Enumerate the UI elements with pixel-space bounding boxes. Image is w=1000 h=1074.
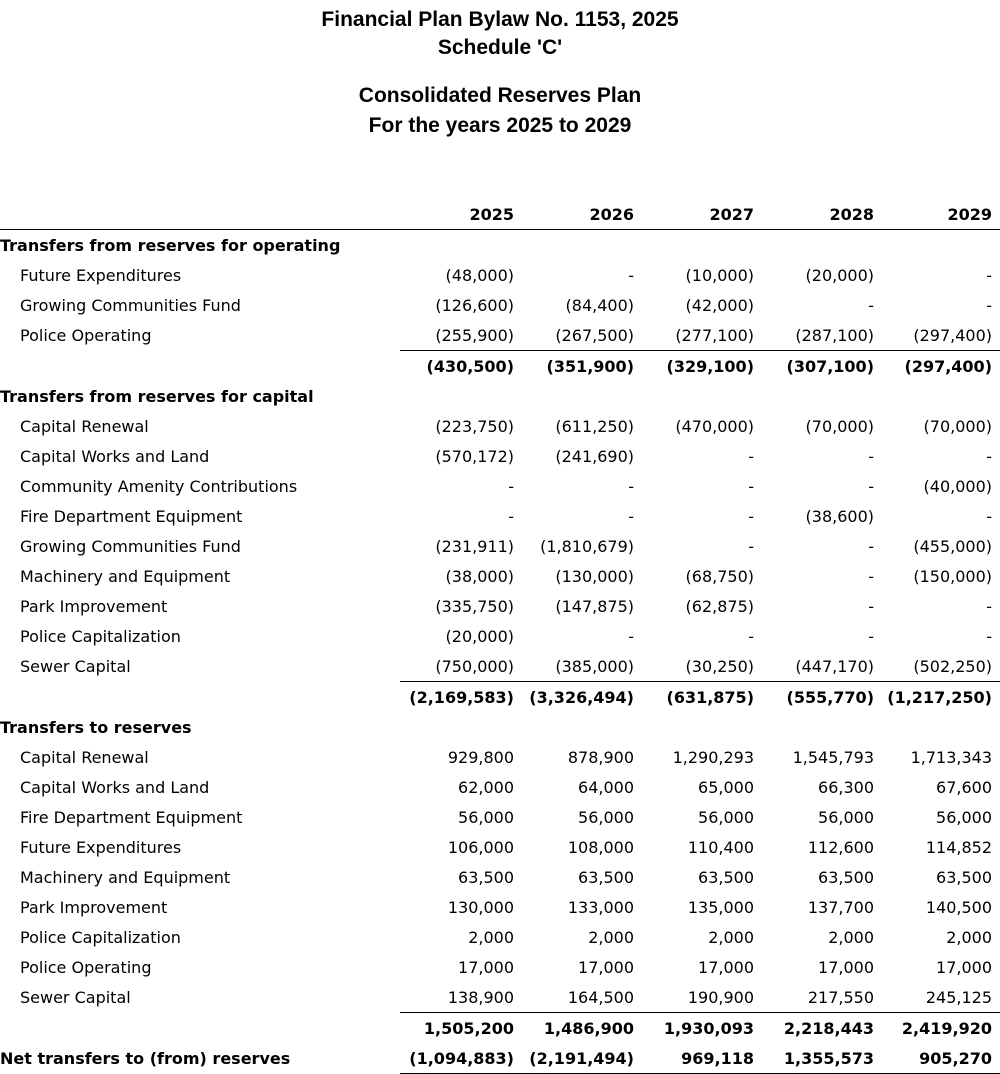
row-value: - (748, 506, 754, 526)
row-label: Machinery and Equipment (20, 867, 231, 887)
row-value: 65,000 (698, 777, 754, 797)
row-value: (10,000) (685, 265, 754, 285)
row-value: 64,000 (578, 777, 634, 797)
table-row (0, 862, 1000, 892)
table-row (0, 832, 1000, 862)
row-value: (30,250) (685, 656, 754, 676)
row-value: 2,000 (588, 927, 634, 947)
row-value: (48,000) (445, 265, 514, 285)
year-header-2028: 2028 (762, 199, 882, 230)
row-label: Police Capitalization (20, 626, 181, 646)
net-transfers-value: (2,191,494) (522, 1043, 642, 1074)
row-value: 2,000 (946, 927, 992, 947)
section-title: Transfers to reserves (0, 717, 192, 737)
row-value: 2,000 (828, 927, 874, 947)
row-value: 878,900 (567, 747, 634, 767)
reserves-table (0, 199, 1000, 1074)
row-value: - (508, 476, 514, 496)
schedule-label: Schedule 'C' (437, 36, 563, 59)
row-value: - (986, 295, 992, 315)
row-value: (68,750) (685, 566, 754, 586)
row-value: 217,550 (807, 987, 874, 1007)
row-value: 929,800 (447, 747, 514, 767)
row-value: (570,172) (435, 446, 514, 466)
section-total-value: (631,875) (642, 682, 762, 713)
section-title-row (0, 230, 1000, 261)
section-title-row (0, 712, 1000, 742)
row-value: 1,290,293 (672, 747, 754, 767)
row-value: (470,000) (675, 416, 754, 436)
row-value: 63,500 (458, 867, 514, 887)
row-value: - (628, 506, 634, 526)
table-row (0, 471, 1000, 501)
row-value: - (748, 476, 754, 496)
row-label: Growing Communities Fund (20, 536, 241, 556)
row-label: Park Improvement (20, 596, 168, 616)
row-label: Capital Works and Land (20, 446, 210, 466)
row-value: (297,400) (913, 325, 992, 345)
section-total-value: (2,169,583) (400, 682, 522, 713)
row-value: (231,911) (435, 536, 514, 556)
row-value: 17,000 (578, 957, 634, 977)
table-row (0, 892, 1000, 922)
row-value: (335,750) (435, 596, 514, 616)
row-value: (447,170) (795, 656, 874, 676)
row-value: (40,000) (923, 476, 992, 496)
year-header-2025: 2025 (400, 199, 522, 230)
row-value: (84,400) (565, 295, 634, 315)
table-row (0, 742, 1000, 772)
section-title-row (0, 381, 1000, 411)
table-row (0, 320, 1000, 351)
net-transfers-label: Net transfers to (from) reserves (0, 1048, 291, 1068)
table-row (0, 621, 1000, 651)
total-blank-cell (0, 351, 400, 382)
row-value: 56,000 (458, 807, 514, 827)
section-title: Transfers from reserves for capital (0, 386, 314, 406)
section-total-value: (329,100) (642, 351, 762, 382)
row-value: 63,500 (578, 867, 634, 887)
section-total-value: (555,770) (762, 682, 882, 713)
row-value: 106,000 (447, 837, 514, 857)
section-total-row (0, 351, 1000, 382)
section-total-value: (1,217,250) (882, 682, 1000, 713)
row-value: - (628, 476, 634, 496)
row-value: (1,810,679) (540, 536, 634, 556)
row-value: 130,000 (447, 897, 514, 917)
row-label: Police Capitalization (20, 927, 181, 947)
row-value: - (628, 626, 634, 646)
section-total-value: 1,486,900 (522, 1013, 642, 1044)
row-value: 56,000 (818, 807, 874, 827)
row-label: Future Expenditures (20, 265, 182, 285)
row-label: Capital Renewal (20, 416, 149, 436)
reserves-table-body (0, 199, 1000, 1074)
year-header-row (0, 199, 1000, 230)
row-value: - (868, 566, 874, 586)
section-total-value: (297,400) (882, 351, 1000, 382)
section-total-value: (307,100) (762, 351, 882, 382)
table-row (0, 591, 1000, 621)
row-value: - (986, 506, 992, 526)
row-value: 62,000 (458, 777, 514, 797)
row-label: Future Expenditures (20, 837, 182, 857)
row-value: 2,000 (708, 927, 754, 947)
row-value: 133,000 (567, 897, 634, 917)
row-value: (70,000) (923, 416, 992, 436)
table-row (0, 922, 1000, 952)
row-value: 17,000 (818, 957, 874, 977)
row-value: 63,500 (818, 867, 874, 887)
row-value: (70,000) (805, 416, 874, 436)
net-transfers-value: 969,118 (642, 1043, 762, 1074)
row-value: 17,000 (698, 957, 754, 977)
row-value: 63,500 (698, 867, 754, 887)
row-value: 112,600 (807, 837, 874, 857)
row-value: 66,300 (818, 777, 874, 797)
row-value: (287,100) (795, 325, 874, 345)
row-value: (385,000) (555, 656, 634, 676)
row-value: - (508, 506, 514, 526)
row-value: (455,000) (913, 536, 992, 556)
row-value: - (868, 626, 874, 646)
section-total-value: 1,930,093 (642, 1013, 762, 1044)
section-title: Transfers from reserves for operating (0, 235, 341, 255)
table-row (0, 411, 1000, 441)
row-value: 56,000 (578, 807, 634, 827)
row-value: - (868, 596, 874, 616)
plan-title: Consolidated Reserves Plan (358, 84, 642, 107)
row-value: (267,500) (555, 325, 634, 345)
row-label: Growing Communities Fund (20, 295, 241, 315)
row-value: 140,500 (925, 897, 992, 917)
section-total-value: (430,500) (400, 351, 522, 382)
row-value: 190,900 (687, 987, 754, 1007)
table-row (0, 982, 1000, 1013)
row-label: Sewer Capital (20, 987, 131, 1007)
row-value: (20,000) (445, 626, 514, 646)
table-row (0, 651, 1000, 682)
row-label: Community Amenity Contributions (20, 476, 298, 496)
row-value: - (868, 476, 874, 496)
row-value: 1,545,793 (792, 747, 874, 767)
row-value: (38,000) (445, 566, 514, 586)
row-value: 67,600 (936, 777, 992, 797)
row-label: Police Operating (20, 957, 152, 977)
row-value: (241,690) (555, 446, 634, 466)
row-value: - (748, 446, 754, 466)
row-value: 164,500 (567, 987, 634, 1007)
document-title: Financial Plan Bylaw No. 1153, 2025 (321, 8, 679, 31)
row-value: 2,000 (468, 927, 514, 947)
row-value: 110,400 (687, 837, 754, 857)
row-value: 63,500 (936, 867, 992, 887)
row-value: - (868, 446, 874, 466)
year-header-2029: 2029 (882, 199, 1000, 230)
row-value: (255,900) (435, 325, 514, 345)
row-label: Fire Department Equipment (20, 807, 243, 827)
section-total-value: (351,900) (522, 351, 642, 382)
row-value: - (868, 536, 874, 556)
row-value: 1,713,343 (910, 747, 992, 767)
total-blank-cell (0, 1013, 400, 1044)
row-value: (20,000) (805, 265, 874, 285)
year-header-2026: 2026 (522, 199, 642, 230)
table-row (0, 802, 1000, 832)
row-value: - (628, 265, 634, 285)
row-label: Fire Department Equipment (20, 506, 243, 526)
section-total-row (0, 682, 1000, 713)
row-value: - (748, 626, 754, 646)
net-transfers-value: (1,094,883) (400, 1043, 522, 1074)
row-value: 138,900 (447, 987, 514, 1007)
row-label: Machinery and Equipment (20, 566, 231, 586)
row-value: (147,875) (555, 596, 634, 616)
row-value: - (986, 446, 992, 466)
table-row (0, 290, 1000, 320)
row-value: 17,000 (458, 957, 514, 977)
row-value: 114,852 (925, 837, 992, 857)
row-value: 135,000 (687, 897, 754, 917)
row-value: (750,000) (435, 656, 514, 676)
table-row (0, 561, 1000, 591)
table-row (0, 501, 1000, 531)
row-value: (150,000) (913, 566, 992, 586)
table-row (0, 952, 1000, 982)
table-row (0, 260, 1000, 290)
row-value: 108,000 (567, 837, 634, 857)
row-value: 17,000 (936, 957, 992, 977)
section-total-value: (3,326,494) (522, 682, 642, 713)
table-row (0, 531, 1000, 561)
row-value: 137,700 (807, 897, 874, 917)
row-value: - (986, 626, 992, 646)
section-total-value: 2,419,920 (882, 1013, 1000, 1044)
row-value: - (986, 596, 992, 616)
row-value: (130,000) (555, 566, 634, 586)
plan-period: For the years 2025 to 2029 (368, 114, 632, 137)
row-value: (611,250) (555, 416, 634, 436)
row-value: (38,600) (805, 506, 874, 526)
row-value: (502,250) (913, 656, 992, 676)
row-value: 56,000 (936, 807, 992, 827)
row-value: 56,000 (698, 807, 754, 827)
row-value: (126,600) (435, 295, 514, 315)
row-label: Capital Renewal (20, 747, 149, 767)
row-value: - (986, 265, 992, 285)
row-value: (223,750) (435, 416, 514, 436)
row-value: (277,100) (675, 325, 754, 345)
row-label: Capital Works and Land (20, 777, 210, 797)
year-header-2027: 2027 (642, 199, 762, 230)
section-total-value: 2,218,443 (762, 1013, 882, 1044)
net-transfers-value: 1,355,573 (762, 1043, 882, 1074)
header-blank-cell (0, 199, 400, 230)
table-row (0, 441, 1000, 471)
row-value: - (748, 536, 754, 556)
row-value: (62,875) (685, 596, 754, 616)
row-value: 245,125 (925, 987, 992, 1007)
net-transfers-value: 905,270 (882, 1043, 1000, 1074)
section-total-value: 1,505,200 (400, 1013, 522, 1044)
row-label: Sewer Capital (20, 656, 131, 676)
row-value: (42,000) (685, 295, 754, 315)
table-row (0, 772, 1000, 802)
row-label: Park Improvement (20, 897, 168, 917)
net-transfers-row (0, 1043, 1000, 1074)
row-label: Police Operating (20, 325, 152, 345)
total-blank-cell (0, 682, 400, 713)
row-value: - (868, 295, 874, 315)
section-total-row (0, 1013, 1000, 1044)
